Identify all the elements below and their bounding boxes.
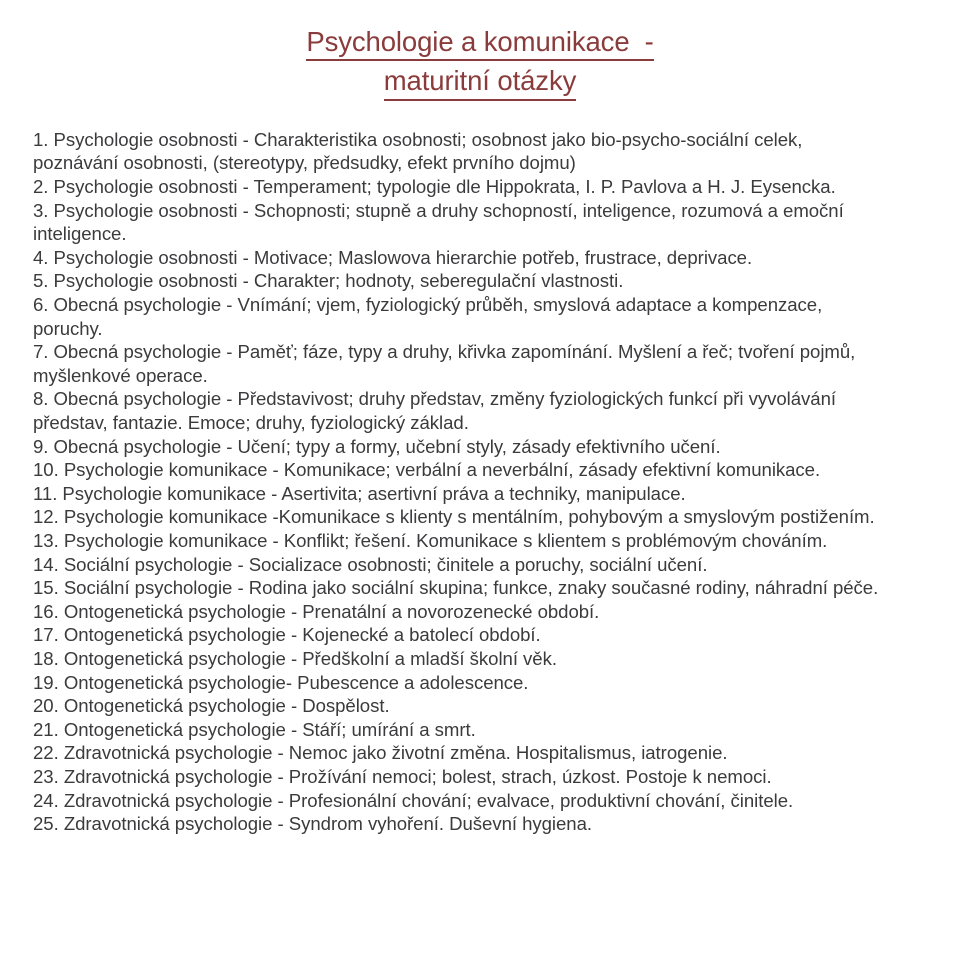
list-item: 14. Sociální psychologie - Socializace osobnosti; činitele a poruchy, sociální učení. xyxy=(33,553,708,575)
list-item: 1. Psychologie osobnosti - Charakteristika osobnosti; osobnost jako bio-psycho-sociální celek, poznávání osobnosti, (stereotypy, předsudky, efekt prvního dojmu) xyxy=(33,128,803,174)
list-item: 17. Ontogenetická psychologie - Kojenecké a batolecí období. xyxy=(33,624,541,646)
list-item: 24. Zdravotnická psychologie - Profesionální chování; evalvace, produktivní chování, činitele. xyxy=(33,789,794,811)
list-item: 8. Obecná psychologie - Představivost; druhy představ, změny fyziologických funkcí při vyvolávání představ, fantazie. Emoce; druhy, fyziologický základ. xyxy=(33,388,836,433)
title-line-1-text: Psychologie a komunikace - xyxy=(306,26,653,61)
list-item: 5. Psychologie osobnosti - Charakter; hodnoty, seberegulační vlastnosti. xyxy=(33,270,624,292)
title-line-2 xyxy=(0,65,960,100)
list-item: 7. Obecná psychologie - Paměť; fáze, typy a druhy, křivka zapomínání. Myšlení a řeč; tvoření pojmů, myšlenkové operace. xyxy=(33,341,856,386)
list-item: 19. Ontogenetická psychologie- Pubescence a adolescence. xyxy=(33,671,529,693)
list-item: 10. Psychologie komunikace - Komunikace; verbální a neverbální, zásady efektivní komunikace. xyxy=(33,459,821,481)
title-line-2-text: maturitní otázky xyxy=(384,65,577,100)
list-item: 25. Zdravotnická psychologie - Syndrom vyhoření. Duševní hygiena. xyxy=(33,813,592,835)
list-item: 23. Zdravotnická psychologie - Prožívání nemoci; bolest, strach, úzkost. Postoje k nemoci. xyxy=(33,765,772,787)
list-item: 22. Zdravotnická psychologie - Nemoc jako životní změna. Hospitalismus, iatrogenie. xyxy=(33,742,728,764)
questions-list xyxy=(0,128,960,836)
list-item: 4. Psychologie osobnosti - Motivace; Maslowova hierarchie potřeb, frustrace, deprivace. xyxy=(33,246,753,268)
list-item: 6. Obecná psychologie - Vnímání; vjem, fyziologický průběh, smyslová adaptace a kompenzace, poruchy. xyxy=(33,294,823,339)
list-item: 9. Obecná psychologie - Učení; typy a formy, učební styly, zásady efektivního učení. xyxy=(33,435,721,457)
list-item: 11. Psychologie komunikace - Asertivita; asertivní práva a techniky, manipulace. xyxy=(33,482,686,504)
list-item: 21. Ontogenetická psychologie - Stáří; umírání a smrt. xyxy=(33,718,476,740)
title-line-1 xyxy=(0,26,960,61)
list-item: 13. Psychologie komunikace - Konflikt; řešení. Komunikace s klientem s problémovým chováním. xyxy=(33,529,828,551)
list-item: 3. Psychologie osobnosti - Schopnosti; stupně a druhy schopností, inteligence, rozumová a emoční inteligence. xyxy=(33,199,844,245)
list-item: 12. Psychologie komunikace -Komunikace s klienty s mentálním, pohybovým a smyslovým postižením. xyxy=(33,506,875,528)
list-item: 18. Ontogenetická psychologie - Předškolní a mladší školní věk. xyxy=(33,647,557,669)
list-item: 20. Ontogenetická psychologie - Dospělost. xyxy=(33,695,390,717)
list-item: 2. Psychologie osobnosti - Temperament; typologie dle Hippokrata, I. P. Pavlova a H. J. Eysencka. xyxy=(33,176,836,198)
document-title xyxy=(0,0,960,101)
list-item: 16. Ontogenetická psychologie - Prenatální a novorozenecké období. xyxy=(33,600,600,622)
list-item: 15. Sociální psychologie - Rodina jako sociální skupina; funkce, znaky současné rodiny, náhradní péče. xyxy=(33,577,879,599)
